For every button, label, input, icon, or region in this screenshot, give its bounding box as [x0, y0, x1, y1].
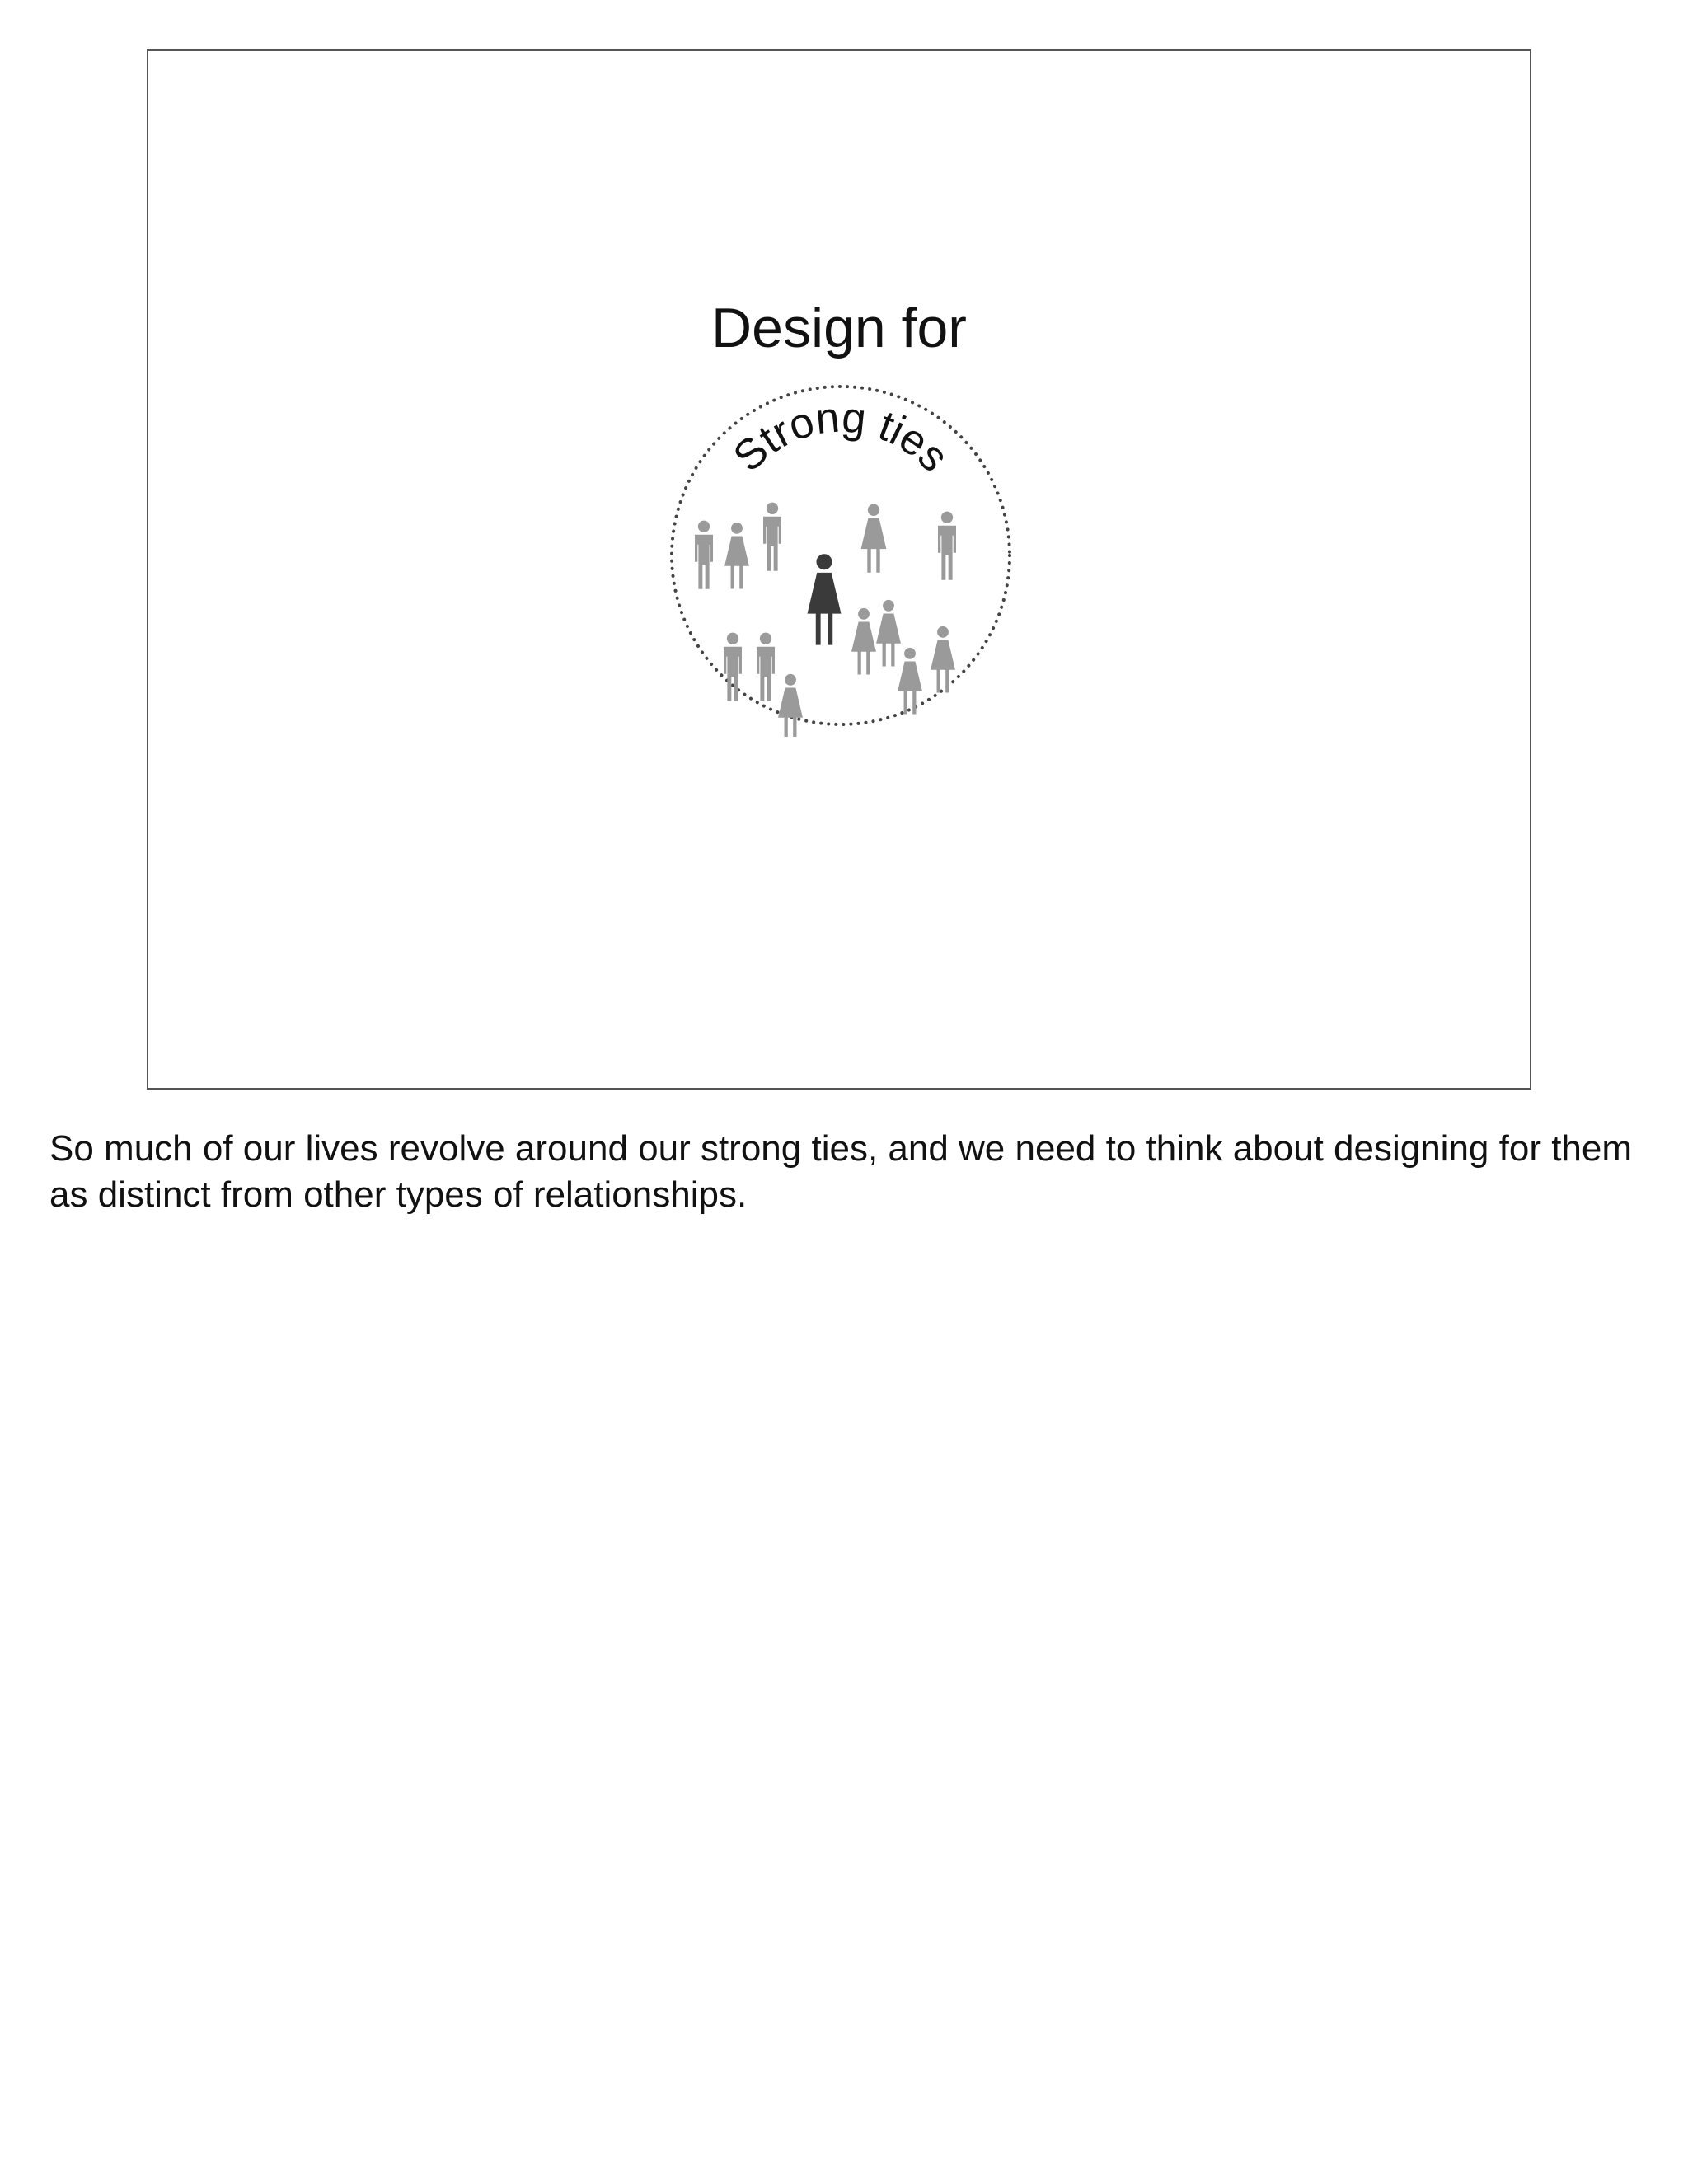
person-man-icon [937, 512, 957, 580]
person-woman-icon [861, 504, 887, 573]
ring-label: Strong ties [724, 393, 958, 481]
person-woman-icon [851, 608, 876, 675]
person-woman-icon [724, 523, 749, 589]
slide-title: Design for [711, 297, 967, 359]
person-woman-icon [898, 648, 922, 715]
strong-ties-diagram [659, 374, 1022, 737]
person-woman-icon [778, 674, 803, 737]
person-woman-icon [808, 554, 842, 644]
slide-frame [147, 49, 1531, 1090]
speaker-notes: So much of our lives revolve around our strong ties, and we need to think about designing for them as distinct from other types of relationships. [49, 1128, 1633, 1215]
person-man-icon [762, 503, 782, 571]
person-man-icon [694, 521, 714, 589]
person-woman-icon [931, 626, 955, 693]
person-man-icon [756, 633, 776, 701]
person-woman-icon [876, 600, 901, 667]
